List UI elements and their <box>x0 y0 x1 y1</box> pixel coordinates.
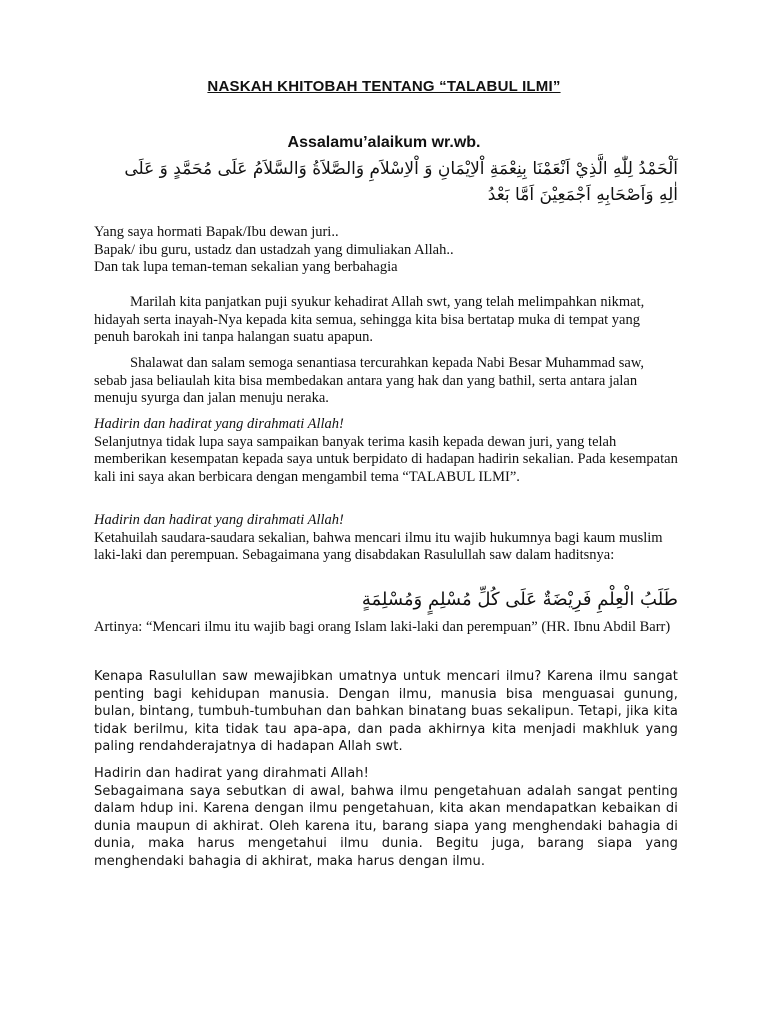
greeting-line: Dan tak lupa teman-teman sekalian yang berbahagia <box>94 259 398 275</box>
hadith-arabic: طَلَبُ الْعِلْمِ فَرِيْضَةٌ عَلَى كُلِّ مُسْلِمٍ وَمُسْلِمَةٍ <box>361 589 678 610</box>
section-terima-kasih <box>94 416 678 486</box>
arabic-opening-line-1: اَلْحَمْدُ لِلّٰهِ الَّذِيْ اَنْعَمْنَا بِنِعْمَةِ اْلاِيْمَانِ وَ اْلاِسْلاَمِ وَالصَّلاَةُ وَالسَّلاَمُ عَلَى مُحَمَّدٍ وَ عَلَى <box>124 159 678 179</box>
paragraph-text: Artinya: “Mencari ilmu itu wajib bagi orang Islam laki-laki dan perempuan” (HR. Ibnu Abdil Barr) <box>94 619 671 635</box>
section-heading: Hadirin dan hadirat yang dirahmati Allah! <box>94 416 344 432</box>
paragraph-shalawat <box>94 355 678 408</box>
paragraph-text: Selanjutnya tidak lupa saya sampaikan banyak terima kasih kepada dewan juri, yang telah memberikan kesempatan kepada saya untuk berpidato di hadapan hadirin sekalian. Pada kesempatan kali ini saya akan berbicara dengan mengambil tema “TALABUL ILMI”. <box>94 433 678 485</box>
paragraph-text: Marilah kita panjatkan puji syukur kehadirat Allah swt, yang telah melimpahkan nikmat, hidayah serta inayah-Nya kepada kita semua, sehingga kita bisa bertatap muka di tempat yang penuh barokah ini tanpa halangan suatu apapun. <box>94 294 645 345</box>
opening-salam: Assalamu’alaikum wr.wb. <box>287 134 481 151</box>
section-heading: Hadirin dan hadirat yang dirahmati Allah! <box>94 766 369 781</box>
greeting-line: Yang saya hormati Bapak/Ibu dewan juri.. <box>94 224 339 240</box>
paragraph-puji-syukur <box>94 294 678 347</box>
arabic-opening <box>94 156 678 208</box>
paragraph-text: Shalawat dan salam semoga senantiasa tercurahkan kepada Nabi Besar Muhammad saw, sebab jasa beliaulah kita bisa membedakan antara yang hak dan yang bathil, serta antara jalan menuju syurga dan jalan menuju neraka. <box>94 355 645 406</box>
section-heading: Hadirin dan hadirat yang dirahmati Allah! <box>94 512 344 528</box>
paragraph-text: Ketahuilah saudara-saudara sekalian, bahwa mencari ilmu itu wajib hukumnya bagi kaum muslim laki-laki dan perempuan. Sebagaimana yang disabdakan Rasulullah saw dalam haditsnya: <box>94 529 663 563</box>
arabic-opening-line-2: اٰلِهِ وَاَصْحَابِهِ اَجْمَعِيْنَ اَمَّا بَعْدُ <box>487 185 678 205</box>
paragraph-text: Sebagaimana saya sebutkan di awal, bahwa ilmu pengetahuan adalah sangat penting dalam hdup ini. Karena dengan ilmu pengetahuan, kita akan mendapatkan kebaikan di dunia maupun di akhirat. Oleh karena itu, barang siapa yang menghendaki bahagia di dunia, maka harus mengetahui ilmu dunia. Begitu juga, barang siapa yang menghendaki bahagia di akhirat, maka harus dengan ilmu. <box>94 783 678 869</box>
section-wajib-ilmu <box>94 512 678 565</box>
paragraph-kenapa <box>94 668 678 756</box>
paragraph-text: Kenapa Rasulullan saw mewajibkan umatnya untuk mencari ilmu? Karena ilmu sangat penting bagi kehidupan manusia. Dengan ilmu, manusia bisa menguasai gunung, bulan, bintang, tumbuh-tumbuhan dan bahkan binatang buas sekalipun. Tetapi, jika kita tidak berilmu, kita tidak tau apa-apa, dan pada akhirnya kita menjadi makhluk yang paling rendahderajatnya di hadapan Allah swt. <box>94 669 678 754</box>
hadith-translation <box>94 619 678 637</box>
greeting-line: Bapak/ ibu guru, ustadz dan ustadzah yang dimuliakan Allah.. <box>94 241 454 258</box>
greetings <box>94 224 678 277</box>
section-penutup <box>94 765 678 870</box>
document-title: NASKAH KHITOBAH TENTANG “TALABUL ILMI” <box>207 78 561 95</box>
